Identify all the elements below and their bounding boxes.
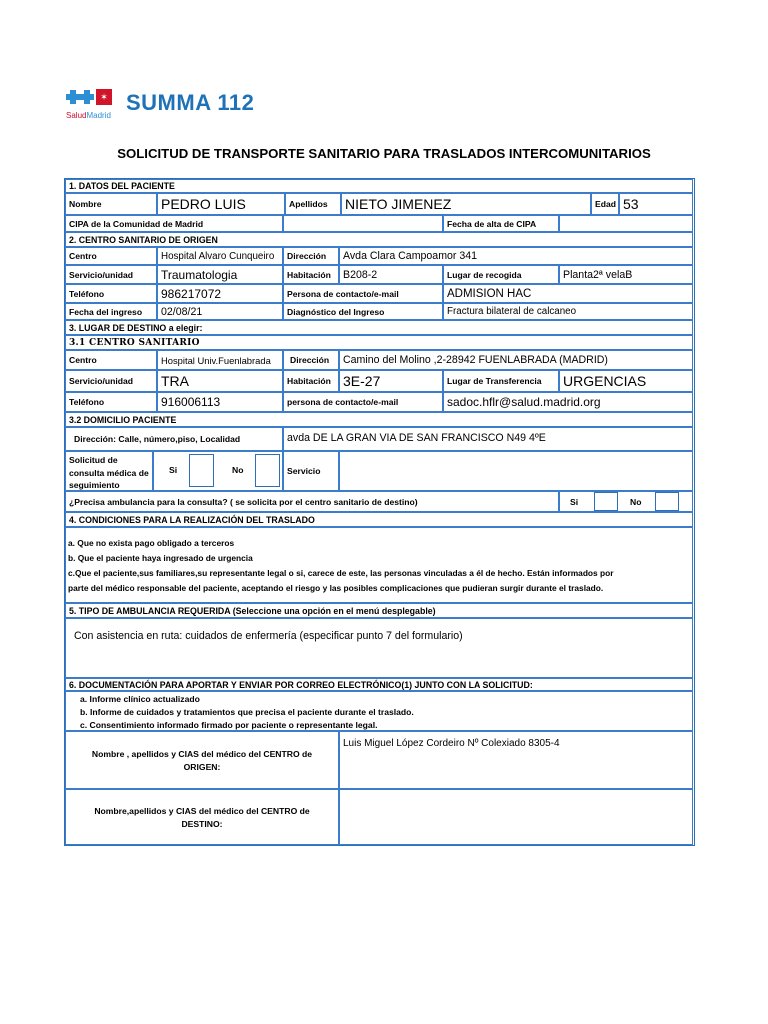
origen-direccion-label: Dirección [283,247,339,265]
origen-centro-field[interactable]: Hospital Alvaro Cunqueiro [157,247,283,265]
destino-servicio-label: Servicio/unidad [65,370,157,392]
medico-destino-label: Nombre,apellidos y CIAS del médico del CENTRO de DESTINO: [65,789,339,845]
salud-madrid-emblem [64,86,122,122]
blue-cross-icon [66,90,80,104]
logo-wordmark: SUMMA 112 [126,90,255,115]
fecha-ingreso-field[interactable]: 02/08/21 [157,303,283,320]
ambulancia-si-label: Si [570,497,579,507]
consulta-si-checkbox[interactable] [189,454,214,487]
condition-a: a. Que no exista pago obligado a terceros [68,538,235,548]
condition-c-line1: c.Que el paciente,sus familiares,su representante legal o si, carece de este, las personas vinculadas a él de hecho. Están informados por [68,568,614,578]
destino-direccion-field[interactable]: Camino del Molino ,2-28942 FUENLABRADA (MADRID) [339,350,693,370]
servicio-consulta-field[interactable] [339,451,693,491]
lugar-recogida-field[interactable]: Planta2ª velaB [559,265,693,284]
edad-field[interactable]: 53 [619,193,693,215]
diagnostico-label: Diagnóstico del Ingreso [283,303,443,320]
cipa-label: CIPA de la Comunidad de Madrid [65,215,283,232]
lugar-recogida-label: Lugar de recogida [443,265,559,284]
fecha-ingreso-label: Fecha del ingreso [65,303,157,320]
servicio-consulta-label: Servicio [283,451,339,491]
medico-origen-field[interactable]: Luis Miguel López Cordeiro Nº Colexiado 8305-4 [339,731,693,789]
origen-servicio-field[interactable]: Traumatologia [157,265,283,284]
tipo-ambulancia-dropdown[interactable]: Con asistencia en ruta: cuidados de enfermería (especificar punto 7 del formulario) [65,618,693,678]
origen-contacto-label: Persona de contacto/e-mail [283,284,443,303]
salud-madrid-label: SaludMadrid [66,111,111,120]
destino-centro-label: Centro [65,350,157,370]
apellidos-field[interactable]: NIETO JIMENEZ [341,193,591,215]
domicilio-label: Dirección: Calle, número,piso, Localidad [65,427,283,451]
doc-b: b. Informe de cuidados y tratamientos que precisa el paciente durante el traslado. [80,707,414,717]
section-4-header: 4. CONDICIONES PARA LA REALIZACIÓN DEL TRASLADO [65,512,693,527]
solicitud-consulta-label: Solicitud de consulta médica de seguimiento [65,451,153,491]
destino-habitacion-label: Habitación [283,370,339,392]
cipa-field[interactable] [283,215,443,232]
destino-telefono-label: Teléfono [65,392,157,412]
medico-destino-field[interactable] [339,789,693,845]
origen-direccion-field[interactable]: Avda Clara Campoamor 341 [339,247,693,265]
origen-habitacion-field[interactable]: B208-2 [339,265,443,284]
diagnostico-field[interactable]: Fractura bilateral de calcaneo [443,303,693,320]
doc-c: c. Consentimiento informado firmado por paciente o representante legal. [80,720,378,730]
consulta-si-label: Si [169,465,178,475]
destino-centro-field[interactable]: Hospital Univ.Fuenlabrada [157,350,283,370]
destino-telefono-field[interactable]: 916006113 [157,392,283,412]
consulta-no-checkbox[interactable] [255,454,280,487]
section-1-header: 1. DATOS DEL PACIENTE [65,179,693,193]
domicilio-field[interactable]: avda DE LA GRAN VIA DE SAN FRANCISCO N49 4ºE [283,427,693,451]
origen-telefono-label: Teléfono [65,284,157,303]
document-title: SOLICITUD DE TRANSPORTE SANITARIO PARA TRASLADOS INTERCOMUNITARIOS [117,146,651,161]
ambulancia-no-checkbox[interactable] [655,492,679,511]
destino-contacto-label: persona de contacto/e-mail [283,392,443,412]
domicilio-subheader: 3.2 DOMICILIO PACIENTE [65,412,693,427]
destino-direccion-label: Dirección [283,350,339,370]
section-6-header: 6. DOCUMENTACIÓN PARA APORTAR Y ENVIAR POR CORREO ELECTRÓNICO(1) JUNTO CON LA SOLICITUD: [65,678,693,691]
origen-telefono-field[interactable]: 986217072 [157,284,283,303]
section-2-header: 2. CENTRO SANITARIO DE ORIGEN [65,232,693,247]
ambulancia-consulta-question: ¿Precisa ambulancia para la consulta? ( se solicita por el centro sanitario de destino) [65,491,559,512]
ambulancia-si-checkbox[interactable] [594,492,618,511]
nombre-label: Nombre [65,193,157,215]
conditions-list [65,527,693,603]
ambulancia-no-label: No [630,497,642,507]
section-5-header: 5. TIPO DE AMBULANCIA REQUERIDA (Seleccione una opción en el menú desplegable) [65,603,693,618]
origen-centro-label: Centro [65,247,157,265]
blue-cross-icon [80,90,94,104]
origen-habitacion-label: Habitación [283,265,339,284]
apellidos-label: Apellidos [285,193,341,215]
fecha-alta-cipa-field[interactable] [559,215,693,232]
nombre-field[interactable]: PEDRO LUIS [157,193,285,215]
destino-servicio-field[interactable]: TRA [157,370,283,392]
documentation-list [65,691,693,731]
doc-a: a. Informe clínico actualizado [80,694,200,704]
destino-habitacion-field[interactable]: 3E-27 [339,370,443,392]
lugar-transferencia-field[interactable]: URGENCIAS [559,370,693,392]
consulta-no-label: No [232,465,244,475]
medico-origen-label: Nombre , apellidos y CIAS del médico del CENTRO de ORIGEN: [65,731,339,789]
red-star-icon: ✶ [96,89,112,105]
lugar-transferencia-label: Lugar de Transferencia [443,370,559,392]
origen-contacto-field[interactable]: ADMISION HAC [443,284,693,303]
fecha-alta-cipa-label: Fecha de alta de CIPA [443,215,559,232]
destino-contacto-field[interactable]: sadoc.hflr@salud.madrid.org [443,392,693,412]
section-3-header: 3. LUGAR DE DESTINO a elegir: [65,320,693,335]
condition-c-line2: parte del médico responsable del paciente, aceptando el riesgo y las posibles complicaciones que pudieran surgir durante el traslado. [68,583,604,593]
centro-sanitario-subheader: 3.1 CENTRO SANITARIO [65,335,693,350]
summa112-logo [64,86,286,122]
condition-b: b. Que el paciente haya ingresado de urgencia [68,553,253,563]
transport-request-form [64,178,695,846]
edad-label: Edad [591,193,619,215]
origen-servicio-label: Servicio/unidad [65,265,157,284]
